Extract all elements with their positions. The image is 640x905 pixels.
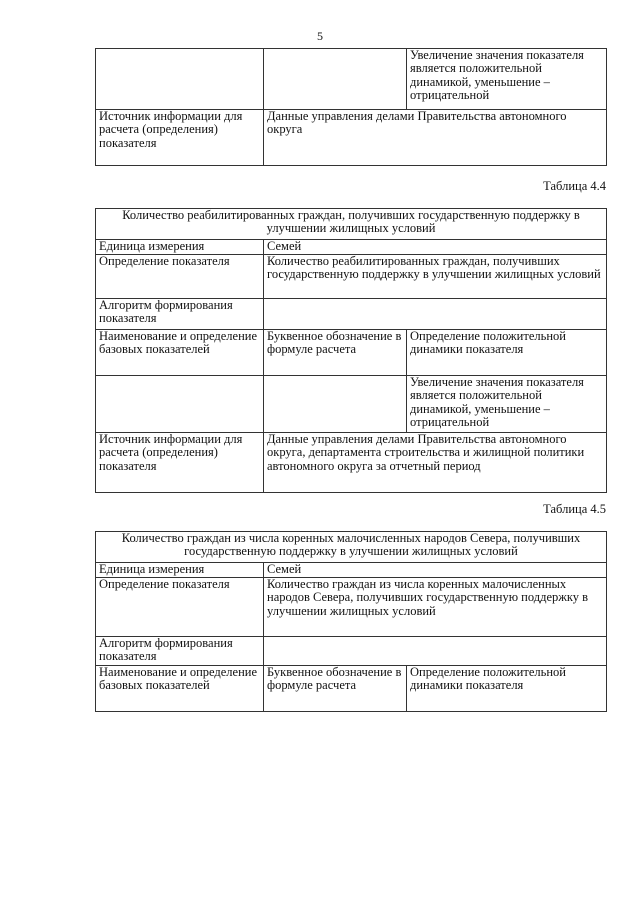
algorithm-label: Алгоритм формирования показателя — [96, 299, 264, 330]
base-label: Наименование и определение базовых показателей — [96, 330, 264, 376]
table-title: Количество реабилитированных граждан, получивших государственную поддержку в улучшении жилищных условий — [96, 209, 607, 240]
dynamics-label: Определение положительной динамики показателя — [407, 666, 607, 712]
algorithm-label: Алгоритм формирования показателя — [96, 637, 264, 666]
table-4-4 — [95, 208, 607, 493]
algorithm-value — [264, 299, 607, 330]
table-row — [96, 330, 607, 376]
table-row — [96, 299, 607, 330]
table-row — [96, 532, 607, 563]
definition-label: Определение показателя — [96, 578, 264, 637]
base-label: Наименование и определение базовых показателей — [96, 666, 264, 712]
table-row — [96, 433, 607, 493]
table-row — [96, 666, 607, 712]
dynamics-value: Увеличение значения показателя является положительной динамикой, уменьшение – отрицательной — [407, 376, 607, 433]
table-row — [96, 563, 607, 578]
algorithm-value — [264, 637, 607, 666]
table-cell — [96, 49, 264, 110]
definition-value: Количество граждан из числа коренных малочисленных народов Севера, получивших государственную поддержку в улучшении жилищных условий — [264, 578, 607, 637]
table-4-5 — [95, 531, 607, 712]
source-value: Данные управления делами Правительства автономного округа — [264, 110, 607, 166]
table-caption: Таблица 4.5 — [543, 502, 606, 516]
table-row — [96, 637, 607, 666]
unit-value: Семей — [264, 563, 607, 578]
unit-value: Семей — [264, 240, 607, 255]
table-row — [96, 209, 607, 240]
definition-label: Определение показателя — [96, 255, 264, 299]
table-cell — [264, 376, 407, 433]
letter-label: Буквенное обозначение в формуле расчета — [264, 666, 407, 712]
dynamics-label: Определение положительной динамики показателя — [407, 330, 607, 376]
table-row — [96, 110, 607, 166]
table-cell — [96, 376, 264, 433]
unit-label: Единица измерения — [96, 563, 264, 578]
table-row — [96, 376, 607, 433]
table-continuation — [95, 48, 607, 166]
source-label: Источник информации для расчета (определения) показателя — [96, 110, 264, 166]
source-label: Источник информации для расчета (определения) показателя — [96, 433, 264, 493]
table-title: Количество граждан из числа коренных малочисленных народов Севера, получивших государственную поддержку в улучшении жилищных условий — [96, 532, 607, 563]
definition-value: Количество реабилитированных граждан, получивших государственную поддержку в улучшении жилищных условий — [264, 255, 607, 299]
table-cell — [264, 49, 407, 110]
source-value: Данные управления делами Правительства автономного округа, департамента строительства и жилищной политики автономного округа за отчетный период — [264, 433, 607, 493]
table-row — [96, 578, 607, 637]
letter-label: Буквенное обозначение в формуле расчета — [264, 330, 407, 376]
table-caption: Таблица 4.4 — [543, 179, 606, 193]
table-row — [96, 49, 607, 110]
unit-label: Единица измерения — [96, 240, 264, 255]
dynamics-value: Увеличение значения показателя является положительной динамикой, уменьшение – отрицательной — [407, 49, 607, 110]
table-row — [96, 255, 607, 299]
page-number: 5 — [317, 29, 323, 43]
table-row — [96, 240, 607, 255]
